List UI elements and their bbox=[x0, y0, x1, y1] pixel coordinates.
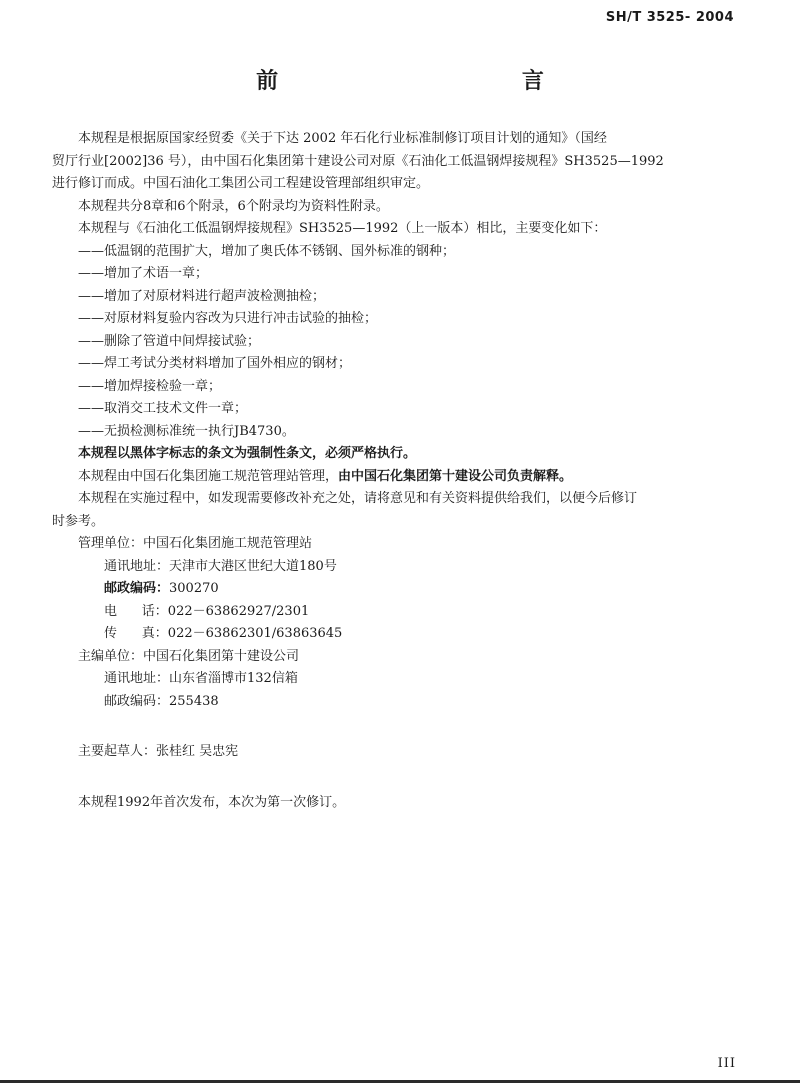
management-unit-block bbox=[78, 533, 746, 646]
management-address-label: 通讯地址： bbox=[104, 558, 170, 574]
change-item: ——增加焊接检验一章； bbox=[78, 378, 222, 394]
changes-list bbox=[78, 241, 746, 444]
change-item: ——增加了术语一章； bbox=[78, 266, 209, 281]
change-item: ——对原材料复验内容改为只进行冲击试验的抽检； bbox=[78, 311, 378, 326]
editor-unit-value: 中国石化集团第十建设公司 bbox=[143, 648, 300, 664]
management-phone-row bbox=[104, 601, 746, 624]
page-title: 前 言 bbox=[256, 68, 662, 94]
change-item: ——无损检测标准统一执行JB4730。 bbox=[78, 423, 295, 439]
management-postcode-label: 邮政编码： bbox=[104, 581, 170, 596]
changes-intro: 本规程与《石油化工低温钢焊接规程》SH3525—1992（上一版本）相比，主要变化如下： bbox=[78, 221, 607, 236]
page-number: III bbox=[717, 1056, 736, 1071]
management-unit-value: 中国石化集团施工规范管理站 bbox=[143, 536, 313, 551]
spacer bbox=[78, 713, 746, 735]
management-fax-label: 传 真： bbox=[104, 626, 168, 641]
change-item: ——低温钢的范围扩大，增加了奥氏体不锈钢、国外标准的钢种； bbox=[78, 243, 456, 259]
management-phone-label: 电 话： bbox=[104, 603, 168, 619]
preface-content bbox=[52, 128, 746, 814]
history-line: 本规程1992年首次发布，本次为第一次修订。 bbox=[78, 794, 346, 810]
editor-address-row bbox=[104, 668, 746, 691]
management-postcode-value: 300270 bbox=[169, 581, 219, 596]
management-line bbox=[78, 466, 746, 489]
editor-postcode-value: 255438 bbox=[169, 693, 219, 709]
appendix-note: 本规程共分8章和6个附录，6个附录均为资料性附录。 bbox=[78, 198, 389, 214]
editor-address-value: 山东省淄博市132信箱 bbox=[169, 671, 298, 686]
editor-postcode-label: 邮政编码： bbox=[104, 693, 170, 709]
editor-unit-label: 主编单位： bbox=[78, 648, 144, 664]
editor-unit-row bbox=[78, 646, 746, 669]
drafters-line: 主要起草人：张桂红 吴忠宪 bbox=[78, 744, 239, 759]
management-unit-row bbox=[78, 533, 746, 556]
change-item: ——删除了管道中间焊接试验； bbox=[78, 333, 261, 349]
change-item: ——焊工考试分类材料增加了国外相应的钢材； bbox=[78, 356, 352, 371]
management-fax-row bbox=[104, 623, 746, 646]
intro-paragraph-line1 bbox=[78, 128, 746, 151]
management-address-value: 天津市大港区世纪大道180号 bbox=[169, 558, 337, 574]
standard-number: SH/T 3525- 2004 bbox=[605, 10, 734, 25]
change-item: ——取消交工技术文件一章； bbox=[78, 401, 248, 416]
management-postcode-row bbox=[104, 578, 746, 601]
management-line-bold: 由中国石化集团第十建设公司负责解释。 bbox=[338, 468, 573, 484]
management-phone-value: 022－63862927/2301 bbox=[167, 603, 310, 619]
feedback-line2: 时参考。 bbox=[52, 513, 105, 529]
management-fax-value: 022－63862301/63863645 bbox=[167, 626, 343, 641]
intro-paragraph-line3: 进行修订而成。中国石油化工集团公司工程建设管理部组织审定。 bbox=[52, 176, 430, 191]
mandatory-notice: 本规程以黑体字标志的条文为强制性条文，必须严格执行。 bbox=[78, 446, 417, 461]
editor-address-label: 通讯地址： bbox=[104, 671, 170, 686]
feedback-line1: 本规程在实施过程中，如发现需要修改补充之处，请将意见和有关资料提供给我们，以便今后修订 bbox=[78, 491, 638, 506]
management-line-normal: 本规程由中国石化集团施工规范管理站管理， bbox=[78, 468, 339, 484]
bottom-rule bbox=[0, 1080, 800, 1083]
management-unit-label: 管理单位： bbox=[78, 536, 144, 551]
change-item: ——增加了对原材料进行超声波检测抽检； bbox=[78, 288, 326, 304]
management-address-row bbox=[104, 556, 746, 579]
editor-postcode-row bbox=[104, 691, 746, 714]
intro-paragraph-line2: 贸厅行业[2002]36 号），由中国石化集团第十建设公司对原《石油化工低温钢焊接规程》SH3525—1992 bbox=[52, 153, 664, 169]
editor-unit-block bbox=[78, 646, 746, 714]
intro-line1-text: 本规程是根据原国家经贸委《关于下达 2002 年石化行业标准制修订项目计划的通知》（国经 bbox=[78, 131, 607, 146]
spacer bbox=[78, 764, 746, 786]
